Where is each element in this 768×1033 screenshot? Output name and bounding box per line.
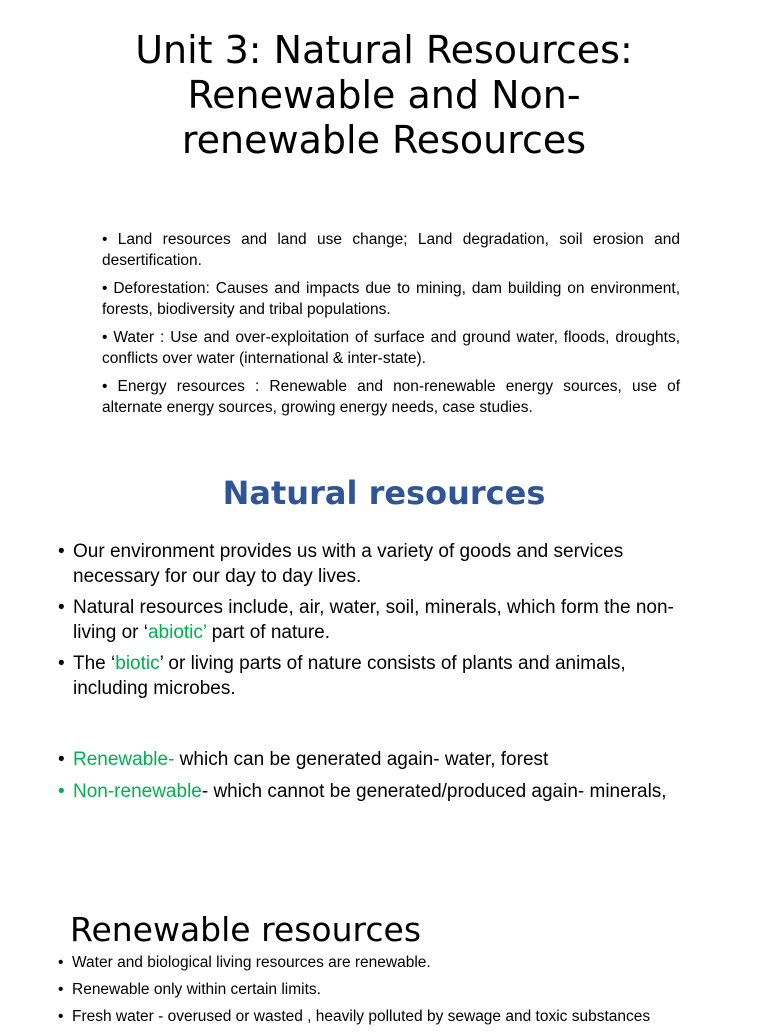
natural-resources-list (58, 540, 698, 811)
slide1-title (0, 28, 768, 163)
keyword-biotic: biotic (115, 653, 160, 674)
item-text: - which cannot be generated/produced again- minerals, (201, 780, 667, 802)
bullet: • (58, 981, 64, 998)
list-item (58, 952, 758, 973)
slide1-title-line: Unit 3: Natural Resources: (135, 28, 633, 72)
item-text: ’ or living parts of nature consists of plants and animals, including microbes. (73, 653, 626, 699)
slide3-title: Renewable resources (70, 910, 422, 949)
item-text: Renewable only within certain limits. (72, 981, 321, 998)
item-text: Natural resources include, air, water, soil, minerals, which form the non-living or ‘ (73, 597, 674, 643)
bullet: • (58, 780, 65, 802)
keyword-renewable: Renewable- (73, 749, 175, 770)
list-item (58, 652, 698, 701)
syllabus-item-deforestation: • Deforestation: Causes and impacts due to mining, dam building on environment, forests, biodiversity and tribal populations. (102, 280, 680, 318)
list-item (58, 596, 698, 645)
item-text: which can be generated again- water, forest (174, 749, 549, 770)
list-item (58, 979, 758, 1000)
item-text: Our environment provides us with a variety of goods and services necessary for our day to day lives. (73, 541, 624, 587)
list-item (58, 748, 698, 773)
keyword-non-renewable: Non-renewable (73, 780, 202, 802)
list-item (58, 780, 698, 805)
bullet: • (58, 749, 65, 770)
syllabus-item-water: • Water : Use and over-exploitation of surface and ground water, floods, droughts, conflicts over water (international & inter-state). (102, 329, 680, 367)
item-text: Water and biological living resources are renewable. (72, 954, 431, 971)
bullet: • (58, 541, 65, 562)
bullet: • (58, 653, 65, 674)
bullet: • (58, 1008, 64, 1025)
item-text: The ‘ (73, 653, 116, 674)
bullet: • (58, 597, 65, 618)
list-item (58, 540, 698, 589)
renewable-resources-list (58, 952, 758, 1033)
item-text: Fresh water - overused or wasted , heavily polluted by sewage and toxic substances (72, 1008, 651, 1025)
syllabus-item-energy: • Energy resources : Renewable and non-renewable energy sources, use of alternate energy sources, growing energy needs, case studies. (102, 378, 680, 416)
slide1-title-line: Renewable and Non- (187, 73, 581, 117)
slide2-title: Natural resources (222, 474, 546, 512)
syllabus-item-land: • Land resources and land use change; Land degradation, soil erosion and desertification. (102, 231, 680, 269)
item-text: part of nature. (206, 621, 331, 643)
slide1-title-line: renewable Resources (181, 118, 587, 162)
bullet: • (58, 954, 64, 971)
keyword-abiotic: abiotic’ (147, 621, 207, 643)
syllabus-list (102, 229, 680, 425)
